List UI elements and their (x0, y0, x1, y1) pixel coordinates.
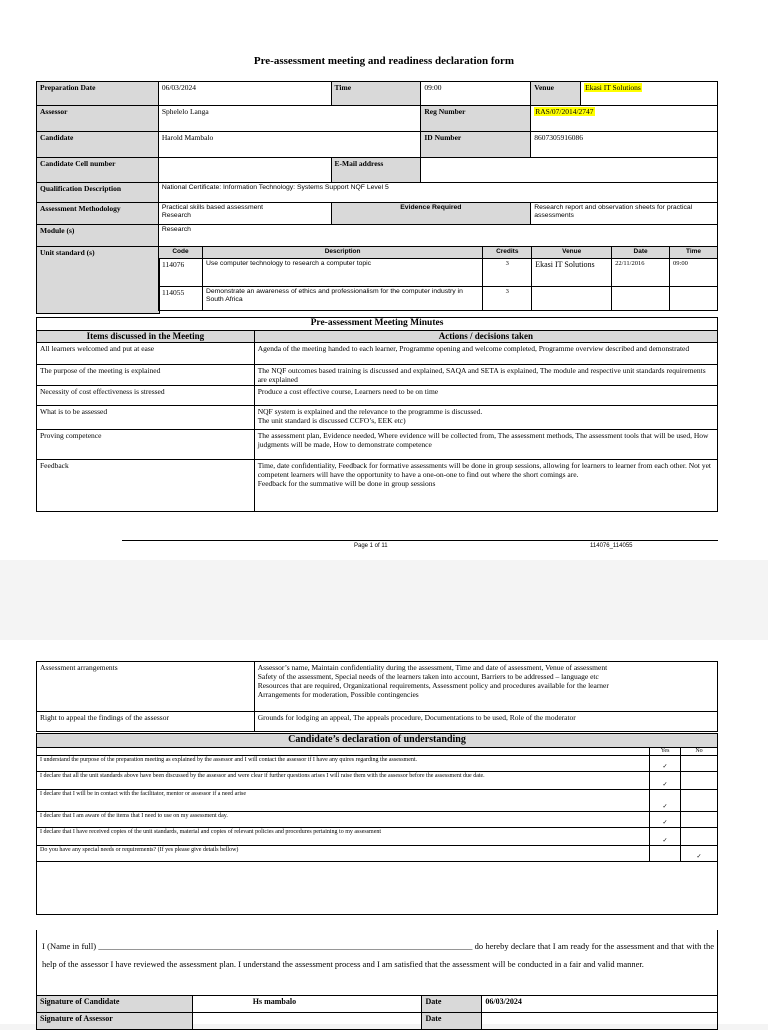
evidence-value: Research report and observation sheets for practical assessments (531, 203, 718, 225)
unit-header-date: Date (612, 247, 670, 259)
declaration-row (37, 790, 718, 812)
form-title: Pre-assessment meeting and readiness declaration form (253, 55, 515, 67)
no-checkbox[interactable] (681, 756, 718, 772)
venue-label: Venue (531, 82, 581, 106)
minutes-item: All learners welcomed and put at ease (37, 342, 255, 364)
methodology-line-1: Practical skills based assessment (161, 204, 264, 211)
minutes-action (254, 459, 717, 511)
minutes-action: The NQF outcomes based training is discussed and explained, SAQA and SETA is explained, The module and respective unit standards requirements are explained (254, 364, 717, 385)
minutes-action (254, 405, 717, 429)
declaration-row (37, 828, 718, 846)
unit-date: 22/11/2016 (612, 259, 670, 287)
arrangements-line: Safety of the assessment, Special needs of the learners taken into account, Barriers to be addressed – language etc (257, 672, 599, 681)
email-value (421, 158, 718, 183)
unit-code: 114055 (159, 287, 203, 311)
declaration-statement: I declare that all the unit standards above have been discussed by the assessor and were clear if further questions arises I will raise them with the assessor before the assessment due date. (37, 772, 650, 790)
yes-checkbox[interactable] (650, 846, 681, 862)
minutes-row (37, 459, 718, 511)
no-checkbox[interactable] (681, 772, 718, 790)
yes-checkbox[interactable]: ✓ (650, 812, 681, 828)
minutes-item: What is to be assessed (37, 405, 255, 429)
qualification-label: Qualification Description (37, 183, 159, 203)
unit-standards-table (158, 246, 718, 311)
unit-description: Demonstrate an awareness of ethics and professionalism for the computer industry in South Africa (202, 287, 482, 311)
minutes-action-line: Feedback for the summative will be done in group sessions (257, 478, 436, 488)
unit-time: 09:00 (670, 259, 718, 287)
declaration-header-blank (37, 748, 650, 756)
arrangements-line: Resources that are required, Organizational requirements, Assessment policy and procedures available for the learner (257, 681, 609, 690)
no-checkbox[interactable] (681, 812, 718, 828)
declaration-row (37, 846, 718, 862)
venue-value (581, 82, 718, 106)
assessor-label: Assessor (37, 106, 159, 132)
id-number-value: 8607305916086 (531, 132, 718, 158)
module-label: Module (s) (37, 225, 159, 247)
unit-time (670, 287, 718, 311)
minutes-item: The purpose of the meeting is explained (37, 364, 255, 385)
arrangements-row (37, 662, 718, 712)
unit-header-credits: Credits (483, 247, 532, 259)
no-header: No (681, 748, 718, 756)
declaration-statement: I understand the purpose of the preparation meeting as explained by the assessor and I will contact the assessor if I have any quires regarding the assessment. (37, 756, 650, 772)
arrangements-item: Right to appeal the findings of the assessor (37, 712, 255, 732)
assessor-date-field[interactable] (482, 1013, 718, 1030)
unit-credits: 3 (483, 259, 532, 287)
footer-unit-codes: 114076_114055 (590, 543, 633, 549)
unit-description: Use computer technology to research a computer topic (202, 259, 482, 287)
declaration-table (36, 733, 718, 915)
yes-checkbox[interactable]: ✓ (650, 756, 681, 772)
qualification-value: National Certificate: Information Technology: Systems Support NQF Level 5 (158, 183, 717, 203)
minutes-action-line: NQF system is explained and the relevance to the programme is discussed. (257, 406, 483, 416)
arrangements-detail (254, 662, 717, 712)
unit-header-venue: Venue (532, 247, 612, 259)
minutes-action-line: The unit standard is discussed CCFO’s, EEK etc) (257, 415, 406, 425)
reg-number-text: RAS/07/2014/2747 (535, 107, 594, 116)
yes-checkbox[interactable]: ✓ (650, 790, 681, 812)
venue-text: Ekasi IT Solutions (585, 83, 641, 92)
minutes-item: Proving competence (37, 429, 255, 459)
yes-header: Yes (650, 748, 681, 756)
footer-page-number: Page 1 of 11 (354, 543, 388, 549)
declaration-row (37, 812, 718, 828)
unit-credits: 3 (483, 287, 532, 311)
minutes-action-line: Time, date confidentiality, Feedback for formative assessments will be done in group sessions, allowing for learners to learner from each other. Not yet competent learners will have the opportunity to have a one-on-one to find out where the short comings are. (257, 460, 711, 479)
signature-table (36, 995, 718, 1030)
minutes-row (37, 429, 718, 459)
no-checkbox[interactable] (681, 790, 718, 812)
methodology-value (158, 203, 331, 225)
arrangements-line: Assessor’s name, Maintain confidentiality during the assessment, Time and date of assessment, Venue of assessment (257, 663, 608, 672)
candidate-date-field[interactable]: 06/03/2024 (482, 996, 718, 1013)
unit-date (612, 287, 670, 311)
no-checkbox[interactable] (681, 828, 718, 846)
unit-row (159, 259, 718, 287)
time-label: Time (331, 82, 421, 106)
module-value: Research (158, 225, 717, 247)
minutes-col-items: Items discussed in the Meeting (37, 331, 255, 343)
candidate-signature-field[interactable]: Hs mambalo (192, 996, 422, 1013)
page-gap (0, 560, 768, 640)
candidate-value: Harold Mambalo (158, 132, 421, 158)
unit-standard-label: Unit standard (s) (36, 246, 160, 314)
cell-number-value (158, 158, 331, 183)
reg-number-label: Reg Number (421, 106, 531, 132)
email-label: E-Mail address (331, 158, 421, 183)
header-table (36, 81, 718, 247)
special-needs-details-field[interactable] (37, 862, 718, 915)
unit-header-code: Code (159, 247, 203, 259)
minutes-title: Pre-assessment Meeting Minutes (37, 318, 718, 331)
prep-date-label: Preparation Date (37, 82, 159, 106)
candidate-label: Candidate (37, 132, 159, 158)
arrangements-detail: Grounds for lodging an appeal, The appeals procedure, Documentations to be used, Role of the moderator (254, 712, 717, 732)
candidate-date-label: Date (422, 996, 482, 1013)
arrangements-row (37, 712, 718, 732)
cell-number-label: Candidate Cell number (37, 158, 159, 183)
declaration-statement-text: I (Name in full) ________________________________________________________________________________________ do hereby declare that I am ready for the assessment and that with the help of the assessor I have reviewed the assessment plan. I understand the assessment process and I am satisfied that the assessment will be conducted in a fair and valid manner. (42, 941, 714, 969)
minutes-row (37, 405, 718, 429)
no-checkbox[interactable]: ✓ (681, 846, 718, 862)
unit-venue (532, 287, 612, 311)
declaration-title: Candidate’s declaration of understanding (37, 734, 718, 748)
candidate-signature-label: Signature of Candidate (37, 996, 193, 1013)
minutes-row (37, 342, 718, 364)
time-value: 09:00 (421, 82, 531, 106)
minutes-row (37, 385, 718, 405)
minutes-row (37, 364, 718, 385)
minutes-table (36, 317, 718, 512)
minutes-action: Agenda of the meeting handed to each learner, Programme opening and welcome completed, Programme overview described and demonstrated (254, 342, 717, 364)
declaration-statement: I declare that I have received copies of the unit standards, material and copies of relevant policies and procedures pertaining to my assessment (37, 828, 650, 846)
unit-header-description: Description (202, 247, 482, 259)
yes-checkbox[interactable]: ✓ (650, 772, 681, 790)
arrangements-table (36, 661, 718, 732)
unit-row (159, 287, 718, 311)
id-number-label: ID Number (421, 132, 531, 158)
minutes-item: Feedback (37, 459, 255, 511)
declaration-statement: I declare that I will be in contact with the facilitator, mentor or assessor if a need arise (37, 790, 650, 812)
assessor-signature-field[interactable] (192, 1013, 422, 1030)
yes-checkbox[interactable]: ✓ (650, 828, 681, 846)
assessor-value: Sphelelo Langa (158, 106, 421, 132)
prep-date-value: 06/03/2024 (158, 82, 331, 106)
minutes-col-actions: Actions / decisions taken (254, 331, 717, 343)
declaration-row (37, 756, 718, 772)
assessor-signature-label: Signature of Assessor (37, 1013, 193, 1030)
minutes-action: Produce a cost effective course, Learners need to be on time (254, 385, 717, 405)
unit-code: 114076 (159, 259, 203, 287)
minutes-item: Necessity of cost effectiveness is stressed (37, 385, 255, 405)
reg-number-value (531, 106, 718, 132)
methodology-label: Assessment Methodology (37, 203, 159, 225)
assessor-date-label: Date (422, 1013, 482, 1030)
minutes-action: The assessment plan, Evidence needed, Where evidence will be collected from, The assessment methods, The assessment tools that will be used, How judgments will be made, How to demonstrate competence (254, 429, 717, 459)
footer-rule (122, 540, 718, 541)
declaration-statement: Do you have any special needs or requirements? (If yes please give details bellow) (37, 846, 650, 862)
unit-venue: Ekasi IT Solutions (532, 259, 612, 287)
unit-header-time: Time (670, 247, 718, 259)
evidence-label: Evidence Required (331, 203, 531, 225)
declaration-row (37, 772, 718, 790)
arrangements-line: Arrangements for moderation, Possible contingencies (257, 690, 419, 699)
declaration-statement: I declare that I am aware of the items that I need to use on my assessment day. (37, 812, 650, 828)
arrangements-item: Assessment arrangements (37, 662, 255, 712)
methodology-line-2: Research (161, 212, 191, 220)
